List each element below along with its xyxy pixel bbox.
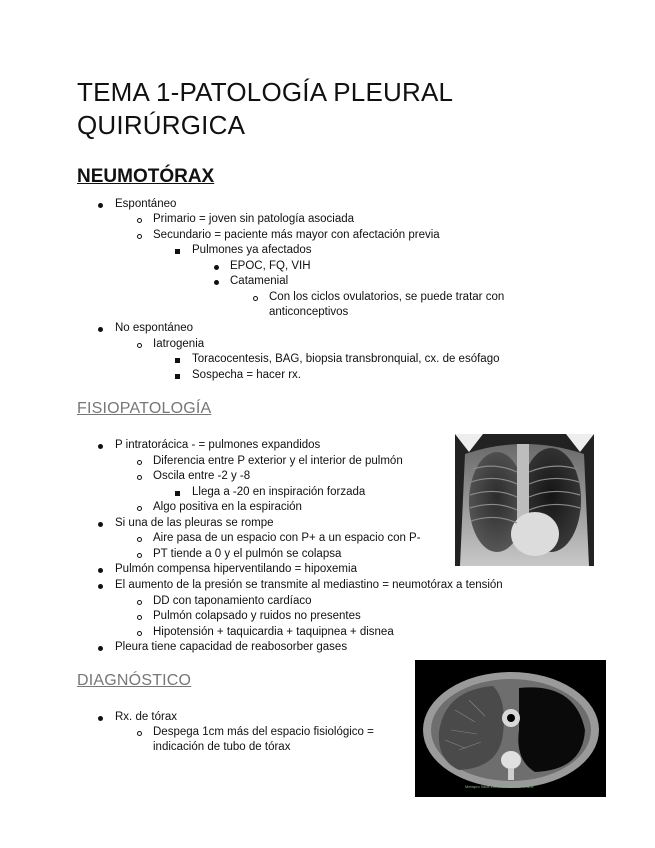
list-item: Pleura tiene capacidad de reabosorber gases (115, 641, 348, 653)
bullet-circle (137, 553, 142, 558)
bullet-circle (137, 218, 142, 223)
list-item: DD con taponamiento cardíaco (153, 595, 312, 607)
list-item: Pulmones ya afectados (192, 244, 312, 256)
chest-ct-icon (415, 660, 606, 797)
list-item: Diferencia entre P exterior y el interior de pulmón (153, 455, 403, 467)
list-item: Secundario = paciente más mayor con afectación previa (153, 229, 440, 241)
list-item: El aumento de la presión se transmite al mediastino = neumotórax a tensión (115, 579, 503, 591)
bullet-circle (137, 506, 142, 511)
bullet-dot (214, 265, 219, 270)
bullet-dot (214, 280, 219, 285)
bullet-circle (137, 475, 142, 480)
bullet-square (175, 358, 180, 363)
list-item: Sospecha = hacer rx. (192, 369, 301, 381)
list-item: Toracocentesis, BAG, biopsia transbronquial, cx. de esófago (192, 353, 500, 365)
chest-ct-image (415, 660, 606, 797)
bullet-dot (98, 646, 103, 651)
bullet-square (175, 249, 180, 254)
bullet-dot (98, 716, 103, 721)
section-heading-diagnostico: DIAGNÓSTICO (77, 672, 192, 689)
list-item: Primario = joven sin patología asociada (153, 213, 355, 225)
list-item: PT tiende a 0 y el pulmón se colapsa (153, 548, 342, 560)
bullet-circle (137, 600, 142, 605)
bullet-circle (137, 343, 142, 348)
list-item: Aire pasa de un espacio con P+ a un espacio con P- (153, 532, 421, 544)
bullet-dot (98, 327, 103, 332)
bullet-dot (98, 522, 103, 527)
chest-xray-image (455, 434, 594, 566)
bullet-circle (137, 615, 142, 620)
section-heading-fisiopatologia: FISIOPATOLOGÍA (77, 400, 212, 417)
bullet-circle (137, 460, 142, 465)
bullet-circle (137, 631, 142, 636)
list-item: Algo positiva en la espiración (153, 501, 302, 513)
list-item: Pulmón compensa hiperventilando = hipoxemia (115, 563, 357, 575)
list-item: P intratorácica - = pulmones expandidos (115, 439, 321, 451)
list-item: Rx. de tórax (115, 711, 177, 723)
bullet-dot (98, 203, 103, 208)
list-item: Pulmón colapsado y ruidos no presentes (153, 610, 361, 622)
bullet-dot (98, 568, 103, 573)
list-item: Si una de las pleuras se rompe (115, 517, 274, 529)
bullet-circle (137, 537, 142, 542)
bullet-circle (253, 296, 258, 301)
list-item: Espontáneo (115, 198, 177, 210)
bullet-square (175, 374, 180, 379)
bullet-circle (137, 731, 142, 736)
list-item: Iatrogenia (153, 338, 205, 350)
list-item: Llega a -20 en inspiración forzada (192, 486, 366, 498)
list-item: Oscila entre -2 y -8 (153, 470, 251, 482)
section-heading-neumotorax: NEUMOTÓRAX (77, 166, 215, 187)
bullet-square (175, 491, 180, 496)
list-item: Con los ciclos ovulatorios, se puede tratar con anticonceptivos (269, 291, 505, 318)
list-item: No espontáneo (115, 322, 194, 334)
list-item: Despega 1cm más del espacio fisiológico = indicación de tubo de tórax (153, 726, 374, 753)
list-item: EPOC, FQ, VIH (230, 260, 311, 272)
chest-xray-icon (455, 434, 594, 566)
page-title: TEMA 1-PATOLOGÍA PLEURAL QUIRÚRGICA (77, 77, 453, 140)
list-item: Hipotensión + taquicardia + taquipnea + disnea (153, 626, 394, 638)
bullet-circle (137, 234, 142, 239)
bullet-dot (98, 584, 103, 589)
bullet-dot (98, 444, 103, 449)
ct-caption: Metapro Slide Libraries Medical Online (465, 784, 534, 789)
list-item: Catamenial (230, 275, 289, 287)
